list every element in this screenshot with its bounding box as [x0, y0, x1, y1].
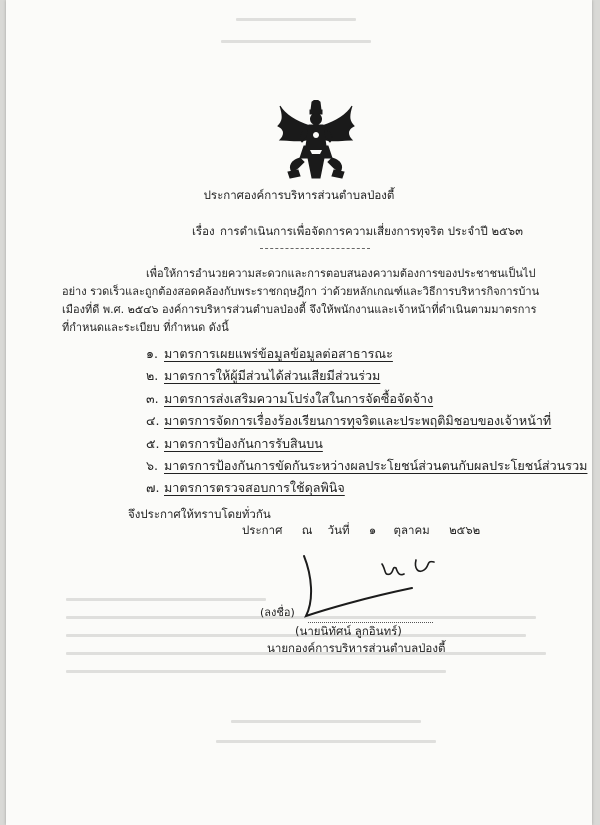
sign-label: (ลงชื่อ)	[260, 606, 295, 619]
measure-number: ๖.	[146, 458, 158, 474]
list-item	[146, 365, 587, 387]
subject-label: เรื่อง	[192, 224, 215, 238]
day-label: วันที่	[327, 523, 350, 537]
announcement-subject: การดำเนินการเพื่อจัดการความเสี่ยงการทุจริต ประจำปี ๒๕๖๓	[220, 224, 523, 238]
measure-number: ๕.	[146, 435, 160, 451]
measures-list	[146, 343, 587, 500]
measure-label: มาตรการตรวจสอบการใช้ดุลพินิจ	[164, 480, 345, 496]
intro-paragraph: เพื่อให้การอำนวยความสะดวกและการตอบสนองความต้องการของประชาชนเป็นไปอย่าง รวดเร็วและถูกต้องสอดคล้องกับพระราชกฤษฎีกา ว่าด้วยหลักเกณฑ์และวิธีการบริหารกิจการบ้านเมืองที่ดี พ.ศ. ๒๕๔๖ องค์การบริหารส่วนตำบลป่องตี้ จึงให้พนักงานและเจ้าหน้าที่ดำเนินตามมาตรการที่กำหนดและระเบียบ ที่กำหนด ดังนี้	[62, 267, 540, 334]
measure-label: มาตรการป้องกันการขัดกันระหว่างผลประโยชน์ส่วนตนกับผลประโยชน์ส่วนรวม	[164, 458, 588, 474]
year-value: ๒๕๖๒	[449, 523, 481, 537]
closing-statement: จึงประกาศให้ทราบโดยทั่วกัน	[128, 507, 271, 521]
announced-label: ประกาศ	[242, 523, 283, 537]
measure-number: ๒.	[146, 368, 159, 384]
list-item	[146, 433, 587, 455]
list-item	[146, 343, 587, 365]
title-divider	[260, 248, 370, 249]
garuda-emblem-icon	[276, 100, 356, 182]
measure-label: มาตรการป้องกันการรับสินบน	[164, 435, 323, 451]
measure-number: ๔.	[146, 413, 160, 429]
list-item	[146, 477, 587, 499]
measure-label: มาตรการส่งเสริมความโปร่งใสในการจัดซื้อจัดจ้าง	[164, 390, 434, 406]
list-item	[146, 410, 587, 432]
list-item	[146, 455, 587, 477]
signer-name: (นายนิทัศน์ ลูกอินทร์)	[295, 624, 402, 638]
announcement-title: ประกาศองค์การบริหารส่วนตำบลป่องตี้	[203, 188, 395, 202]
measure-label: มาตรการจัดการเรื่องร้องเรียนการทุจริตและประพฤติมิชอบของเจ้าหน้าที่	[164, 413, 552, 429]
measure-label: มาตรการเผยแพร่ข้อมูลข้อมูลต่อสาธารณะ	[164, 346, 393, 361]
measure-number: ๗.	[146, 480, 160, 496]
measure-label: มาตรการให้ผู้มีส่วนได้ส่วนเสียมีส่วนร่วม	[164, 368, 381, 384]
measure-number: ๓.	[146, 390, 159, 406]
day-value: ๑	[368, 523, 377, 537]
document-page	[6, 0, 592, 825]
signer-position: นายกองค์การบริหารส่วนตำบลป่องตี้	[267, 641, 446, 655]
month-value: ตุลาคม	[393, 523, 430, 537]
measure-number: ๑.	[146, 346, 158, 361]
list-item	[146, 388, 587, 410]
announced-at: ณ	[301, 523, 313, 537]
announcement-date	[242, 522, 480, 540]
